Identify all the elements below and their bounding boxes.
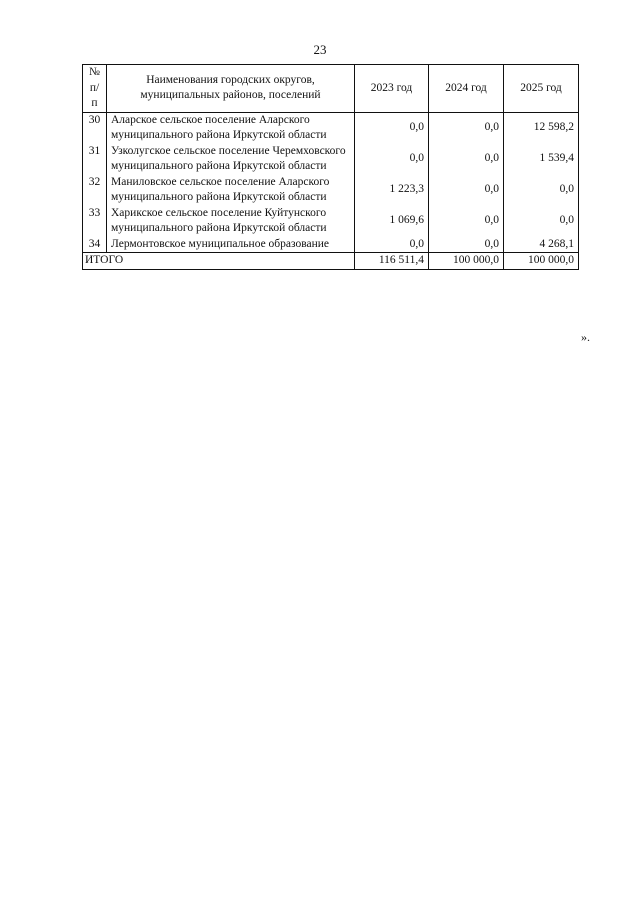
row-2025: 4 268,1 [504, 237, 579, 253]
row-2025: 0,0 [504, 175, 579, 206]
row-name: Маниловское сельское поселение Аларского муниципального района Иркутской области [107, 175, 355, 206]
page-number: 23 [313, 42, 327, 57]
row-2024: 0,0 [429, 112, 504, 144]
table-row [83, 175, 579, 206]
table-body [83, 112, 579, 253]
row-2025: 1 539,4 [504, 144, 579, 175]
table-header [83, 65, 579, 113]
total-2024: 100 000,0 [429, 253, 504, 270]
table-row [83, 237, 579, 253]
row-2024: 0,0 [429, 206, 504, 237]
header-2024: 2024 год [429, 65, 504, 113]
row-name: Лермонтовское муниципальное образование [107, 237, 355, 253]
row-2023: 1 069,6 [355, 206, 429, 237]
row-num: 32 [83, 175, 107, 206]
row-name: Аларское сельское поселение Аларского муниципального района Иркутской области [107, 112, 355, 144]
row-num: 33 [83, 206, 107, 237]
table-row [83, 144, 579, 175]
row-name: Узколугское сельское поселение Черемховского муниципального района Иркутской области [107, 144, 355, 175]
row-2024: 0,0 [429, 237, 504, 253]
total-row [83, 253, 579, 270]
header-num: № п/п [83, 65, 107, 113]
row-2023: 0,0 [355, 237, 429, 253]
row-num: 31 [83, 144, 107, 175]
table-row [83, 206, 579, 237]
row-2023: 0,0 [355, 144, 429, 175]
header-2025: 2025 год [504, 65, 579, 113]
row-2025: 0,0 [504, 206, 579, 237]
row-num: 30 [83, 112, 107, 144]
row-2023: 0,0 [355, 112, 429, 144]
budget-table [82, 64, 579, 270]
row-name: Харикское сельское поселение Куйтунского муниципального района Иркутской области [107, 206, 355, 237]
total-label: ИТОГО [83, 253, 355, 270]
header-name: Наименования городских округов, муниципальных районов, поселений [107, 65, 355, 113]
row-num: 34 [83, 237, 107, 253]
header-2023: 2023 год [355, 65, 429, 113]
row-2024: 0,0 [429, 175, 504, 206]
row-2025: 12 598,2 [504, 112, 579, 144]
row-2023: 1 223,3 [355, 175, 429, 206]
row-2024: 0,0 [429, 144, 504, 175]
table-footer [83, 253, 579, 270]
total-2025: 100 000,0 [504, 253, 579, 270]
table-row [83, 112, 579, 144]
header-row [83, 65, 579, 113]
total-2023: 116 511,4 [355, 253, 429, 270]
closing-quote: ». [581, 330, 590, 344]
